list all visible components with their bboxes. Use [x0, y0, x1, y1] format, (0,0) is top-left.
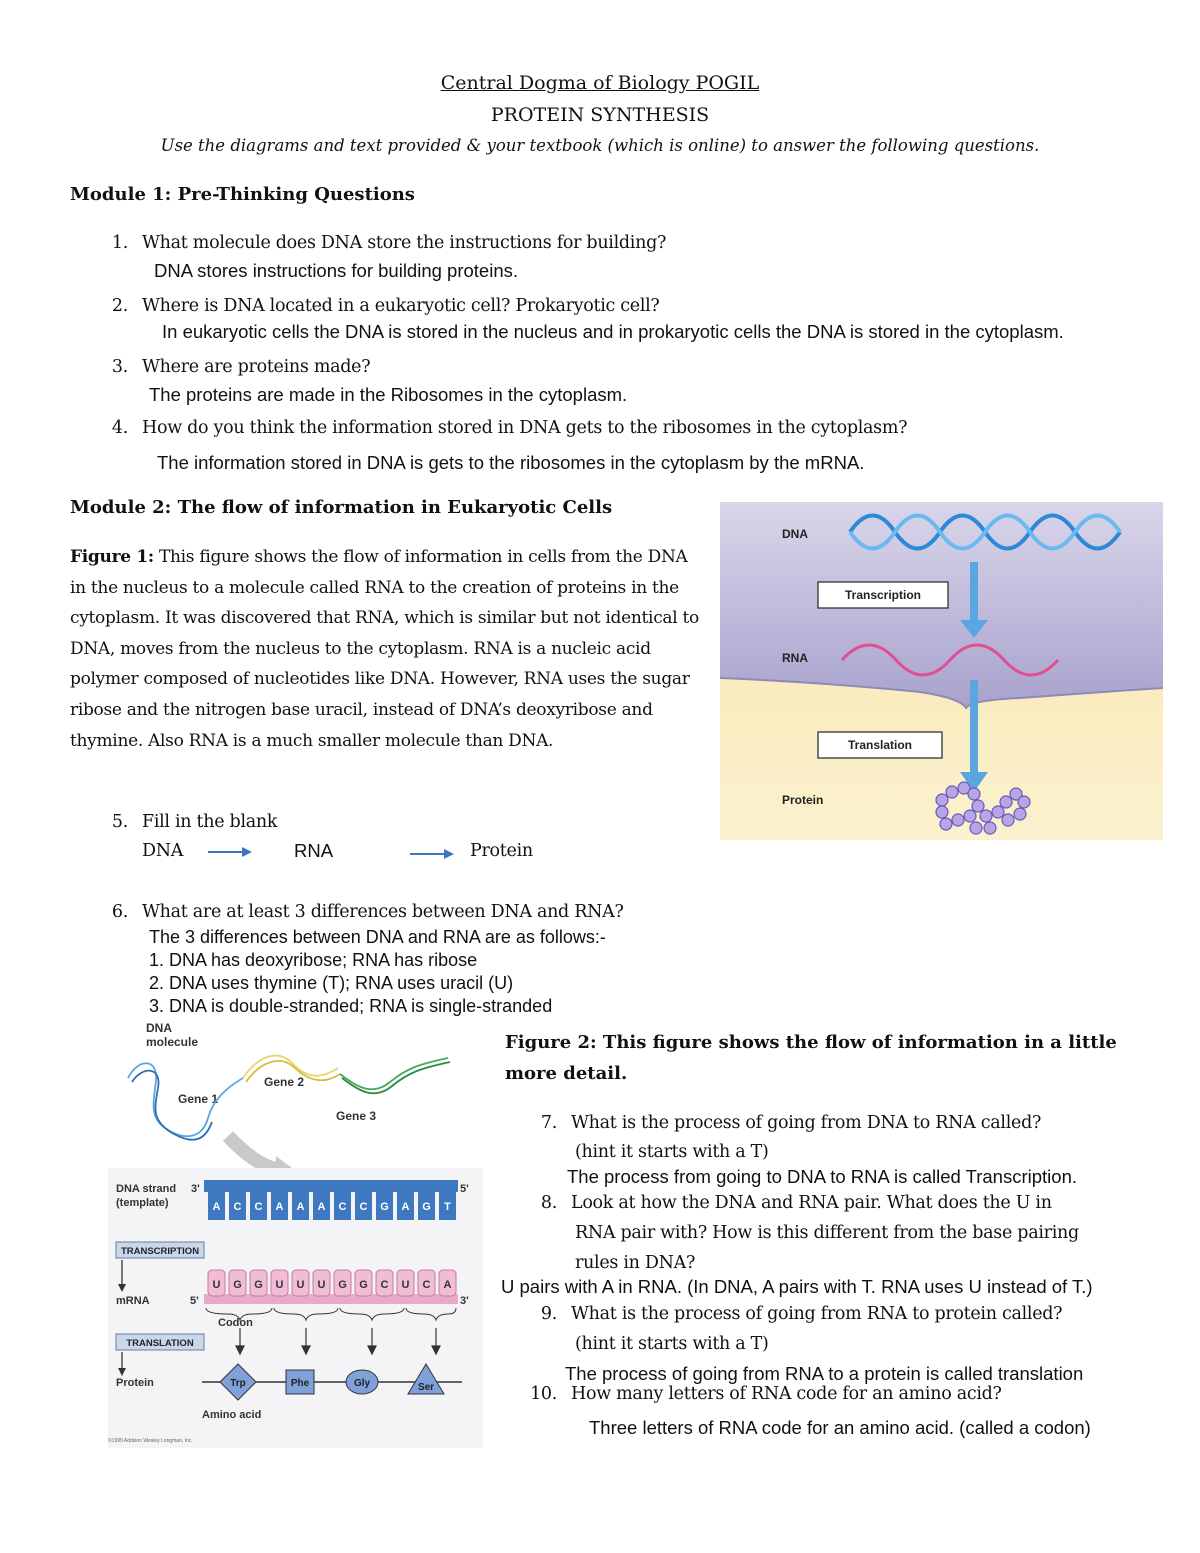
- question-6: 6. What are at least 3 differences between DNA and RNA?: [111, 902, 624, 922]
- question-9: 9. What is the process of going from RNA to protein called?: [540, 1304, 1063, 1324]
- template-base: C: [254, 1201, 263, 1213]
- dna-molecule-icon: [128, 1056, 450, 1140]
- figure1-svg: [720, 502, 1163, 840]
- amino-acid-gly: [346, 1370, 378, 1394]
- template-base: A: [296, 1201, 305, 1213]
- label-translation: Translation: [847, 738, 913, 752]
- svg-text:Trp: Trp: [230, 1378, 246, 1389]
- page-subtitle: PROTEIN SYNTHESIS: [490, 104, 710, 126]
- q5-dna: DNA: [142, 841, 184, 861]
- template-base: A: [275, 1201, 284, 1213]
- instructions: Use the diagrams and text provided & your textbook (which is online) to answer the following questions.: [160, 136, 1040, 155]
- label-dna-strand: DNA strand: [116, 1183, 177, 1195]
- answer-7: The process from going to DNA to RNA is called Transcription.: [567, 1166, 1077, 1187]
- module2-heading: Module 2: The flow of information in Eukaryotic Cells: [70, 497, 613, 518]
- amino-acid-phe: [286, 1370, 314, 1394]
- svg-text:Phe: Phe: [290, 1378, 310, 1389]
- mrna-base: U: [317, 1279, 326, 1291]
- svg-text:molecule: molecule: [146, 1035, 199, 1049]
- figure1-description: Figure 1: This figure shows the flow of information in cells from the DNA in the nucleus to a molecule called RNA to the creation of proteins in the cytoplasm. It was discovered that RNA, which is similar but not identical to DNA, moves from the nucleus to the cytoplasm. RNA is a nucleic acid polymer composed of nucleotides like DNA. However, RNA uses the sugar ribose and the nitrogen base uracil, instead of DNA’s deoxyribose and thymine. Also RNA is a much smaller molecule than DNA.: [70, 547, 699, 751]
- answer-6-intro: The 3 differences between DNA and RNA are as follows:-: [149, 927, 606, 947]
- page-title: Central Dogma of Biology POGIL: [440, 72, 760, 94]
- label-dna-molecule: DNA: [146, 1021, 172, 1035]
- answer-6-item: 1. DNA has deoxyribose; RNA has ribose: [149, 950, 478, 970]
- template-base: G: [380, 1201, 389, 1213]
- question-4: 4. How do you think the information stored in DNA gets to the ribosomes in the cytoplasm?: [111, 418, 908, 438]
- label-amino-acid: Amino acid: [202, 1409, 262, 1421]
- answer-2: In eukaryotic cells the DNA is stored in the nucleus and in prokaryotic cells the DNA is stored in the cytoplasm.: [162, 321, 1064, 342]
- question-3: 3. Where are proteins made?: [111, 357, 371, 377]
- template-base: T: [444, 1201, 451, 1213]
- template-base: C: [233, 1201, 242, 1213]
- label-mrna-3prime: 3': [460, 1295, 469, 1307]
- right-arrow-icon: [206, 844, 254, 860]
- label-gene1: Gene 1: [178, 1092, 219, 1106]
- question-5: 5. Fill in the blank: [111, 812, 278, 832]
- q5-protein: Protein: [470, 841, 533, 861]
- label-mrna: mRNA: [116, 1295, 150, 1307]
- answer-8: U pairs with A in RNA. (In DNA, A pairs with T. RNA uses U instead of T.): [501, 1276, 1093, 1297]
- figure2-svg: [108, 1018, 483, 1448]
- label-dna: DNA: [782, 527, 808, 541]
- answer-10: Three letters of RNA code for an amino acid. (called a codon): [589, 1417, 1091, 1438]
- question-7: 7. What is the process of going from DNA to RNA called?: [540, 1113, 1042, 1133]
- question-1: 1. What molecule does DNA store the instructions for building?: [111, 233, 667, 253]
- figure2-caption: Figure 2: This figure shows the flow of information in a little: [505, 1032, 1117, 1053]
- label-transcription: Transcription: [844, 588, 922, 602]
- right-arrow-icon: [408, 846, 456, 862]
- label-protein: Protein: [782, 793, 824, 807]
- question-8-line: rules in DNA?: [575, 1253, 696, 1273]
- mrna-base: C: [380, 1279, 389, 1291]
- mrna-base: G: [233, 1279, 242, 1291]
- svg-text:Ser: Ser: [417, 1382, 435, 1393]
- mrna-base: U: [296, 1279, 305, 1291]
- template-base: A: [212, 1201, 221, 1213]
- mrna-base: U: [212, 1279, 221, 1291]
- mrna-base: G: [254, 1279, 263, 1291]
- module1-heading: Module 1: Pre-Thinking Questions: [70, 184, 415, 205]
- label-mrna-5prime: 5': [190, 1295, 199, 1307]
- template-base: C: [359, 1201, 368, 1213]
- label-translation-box: TRANSLATION: [126, 1338, 194, 1349]
- answer-3: The proteins are made in the Ribosomes in the cytoplasm.: [149, 384, 628, 405]
- template-base: A: [401, 1201, 410, 1213]
- mrna-base: A: [443, 1279, 452, 1291]
- label-5prime: 5': [460, 1183, 469, 1195]
- figure2-diagram: [108, 1018, 483, 1448]
- mrna-base: G: [359, 1279, 368, 1291]
- figure2-caption: more detail.: [505, 1063, 628, 1084]
- question-8-line: RNA pair with? How is this different from the base pairing: [575, 1223, 1079, 1243]
- mrna-base: G: [338, 1279, 347, 1291]
- svg-text:Gly: Gly: [353, 1378, 371, 1389]
- question-10: 10. How many letters of RNA code for an amino acid?: [530, 1384, 1002, 1404]
- answer-6-item: 2. DNA uses thymine (T); RNA uses uracil (U): [149, 973, 514, 993]
- label-3prime: 3': [191, 1183, 200, 1195]
- question-7-hint: (hint it starts with a T): [575, 1142, 769, 1162]
- q5-rna: RNA: [294, 840, 334, 861]
- figure1-diagram: [720, 502, 1163, 840]
- answer-9: The process of going from RNA to a protein is called translation: [565, 1363, 1084, 1384]
- template-base: C: [338, 1201, 347, 1213]
- mrna-base: U: [401, 1279, 410, 1291]
- label-rna: RNA: [782, 651, 808, 665]
- answer-1: DNA stores instructions for building proteins.: [154, 260, 519, 281]
- mrna-base: C: [422, 1279, 431, 1291]
- label-codon: Codon: [218, 1317, 253, 1329]
- svg-text:(template): (template): [116, 1197, 169, 1209]
- question-8: 8. Look at how the DNA and RNA pair. What does the U in: [540, 1193, 1052, 1213]
- label-protein: Protein: [116, 1377, 154, 1389]
- label-transcription-box: TRANSCRIPTION: [120, 1246, 200, 1257]
- answer-6-item: 3. DNA is double-stranded; RNA is single-stranded: [149, 996, 553, 1016]
- question-2: 2. Where is DNA located in a eukaryotic cell? Prokaryotic cell?: [111, 296, 660, 316]
- template-base: G: [422, 1201, 431, 1213]
- mrna-base: U: [275, 1279, 284, 1291]
- answer-4: The information stored in DNA is gets to the ribosomes in the cytoplasm by the mRNA.: [157, 452, 865, 473]
- template-base: A: [317, 1201, 326, 1213]
- question-9-hint: (hint it starts with a T): [575, 1334, 769, 1354]
- label-gene3: Gene 3: [336, 1109, 377, 1123]
- copyright: ©1999 Addison Wesley Longman, Inc.: [108, 1438, 193, 1444]
- label-gene2: Gene 2: [264, 1075, 305, 1089]
